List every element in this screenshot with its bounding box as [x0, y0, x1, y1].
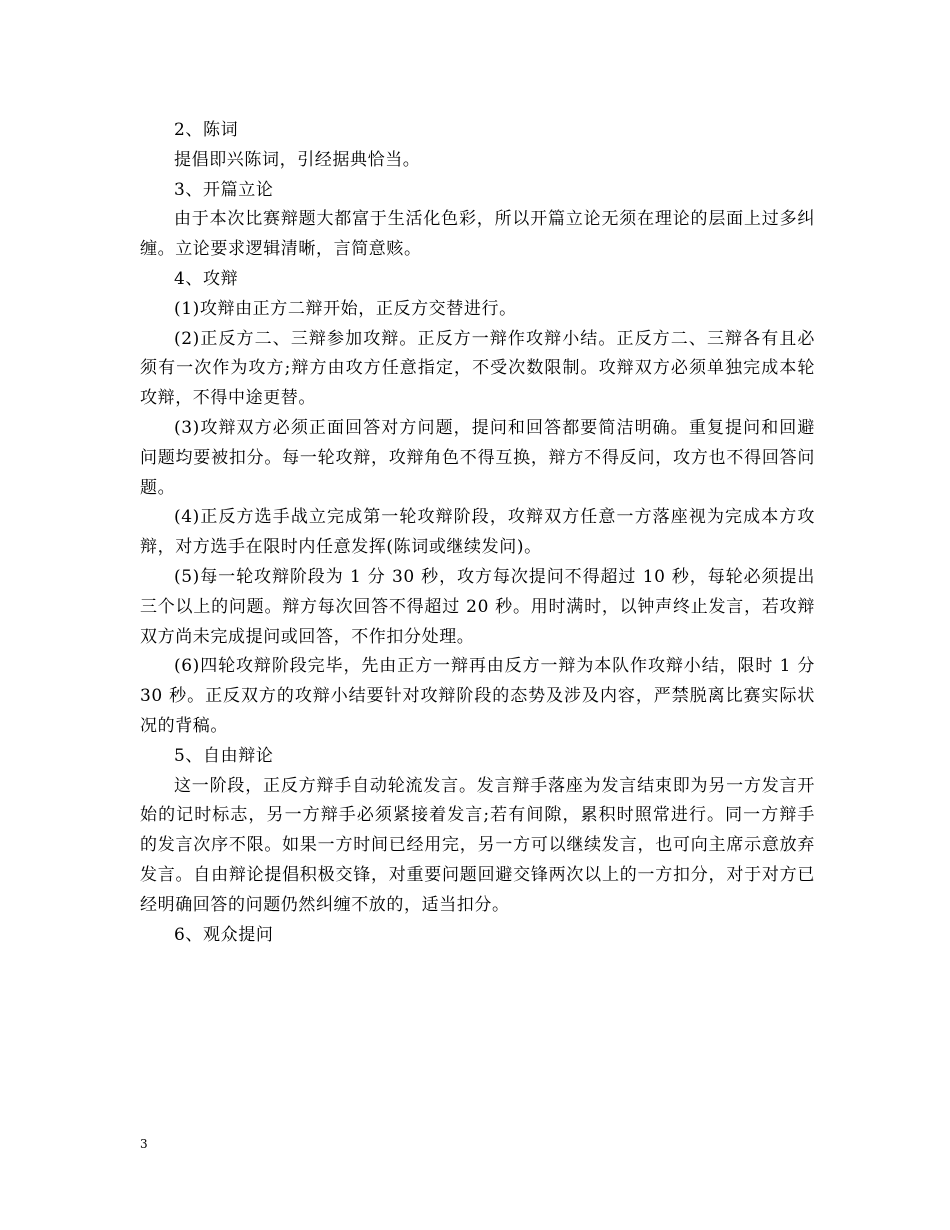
heading-opening-argument: 3、开篇立论 [174, 179, 274, 200]
paragraph-cross-rule-5: (5)每一轮攻辩阶段为 1 分 30 秒，攻方每次提问不得超过 10 秒，每轮必须提出三个以上的问题。辩方每次回答不得超过 20 秒。用时满时，以钟声终止发言，若攻辩双方尚未完成提问或回答，不作扣分处理。 [140, 566, 815, 647]
body-text [140, 116, 815, 950]
paragraph-cross-rule-2: (2)正反方二、三辩参加攻辩。正反方一辩作攻辩小结。正反方二、三辩各有且必须有一次作为攻方;辩方由攻方任意指定，不受次数限制。攻辩双方必须单独完成本轮攻辩，不得中途更替。 [140, 328, 815, 409]
heading-statement: 2、陈词 [174, 120, 239, 140]
paragraph-opening-argument: 由于本次比赛辩题大都富于生活化色彩，所以开篇立论无须在理论的层面上过多纠缠。立论要求逻辑清晰，言简意赅。 [140, 209, 815, 260]
paragraph-free-debate: 这一阶段，正反方辩手自动轮流发言。发言辩手落座为发言结束即为另一方发言开始的记时标志，另一方辩手必须紧接着发言;若有间隙，累积时照常进行。同一方辩手的发言次序不限。如果一方时间已经用完，另一方可以继续发言，也可向主席示意放弃发言。自由辩论提倡积极交锋，对重要问题回避交锋两次以上的一方扣分，对于对方已经明确回答的问题仍然纠缠不放的，适当扣分。 [140, 775, 815, 915]
paragraph-cross-rule-1: (1)攻辩由正方二辩开始，正反方交替进行。 [174, 298, 517, 319]
paragraph-cross-rule-3: (3)攻辩双方必须正面回答对方问题，提问和回答都要简洁明确。重复提问和回避问题均要被扣分。每一轮攻辩，攻辩角色不得互换，辩方不得反问，攻方也不得回答问题。 [140, 417, 815, 498]
paragraph-cross-rule-6: (6)四轮攻辩阶段完毕，先由正方一辩再由反方一辩为本队作攻辩小结，限时 1 分 30 秒。正反双方的攻辩小结要针对攻辩阶段的态势及涉及内容，严禁脱离比赛实际状况的背稿。 [140, 656, 815, 736]
heading-free-debate: 5、自由辩论 [174, 745, 274, 766]
page-number: 3 [140, 1137, 148, 1151]
heading-audience-questions: 6、观众提问 [174, 924, 274, 945]
paragraph-cross-rule-4: (4)正反方选手战立完成第一轮攻辩阶段，攻辩双方任意一方落座视为完成本方攻辩，对方选手在限时内任意发挥(陈词或继续发问)。 [140, 507, 815, 558]
paragraph-statement: 提倡即兴陈词，引经据典恰当。 [174, 149, 421, 170]
heading-cross-examination: 4、攻辩 [174, 268, 239, 289]
